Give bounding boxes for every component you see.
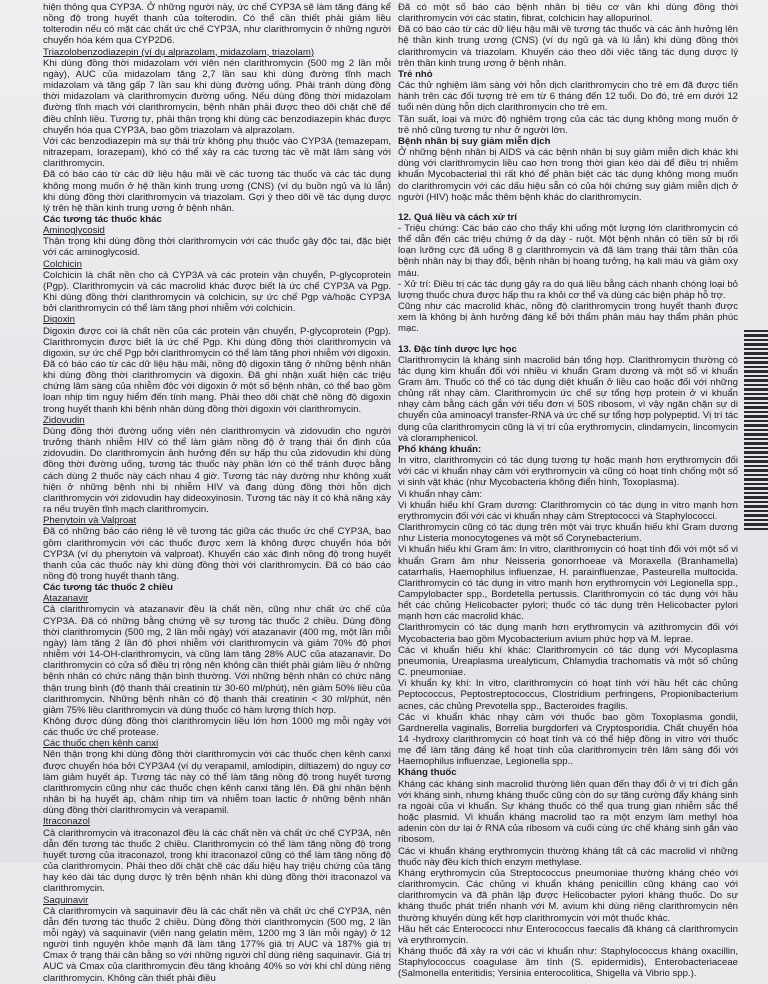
paragraph: Các tương tác thuốc khác <box>43 213 162 225</box>
paragraph: Cả clarithromycin và itraconazol đều là các chất nền và chất ức chế CYP3A, nên dẫn đến tương tác thuốc 2 chiều. Clarithromycin có thể làm tăng nồng độ trong huyết tương của itraconazol, trong khi itraconazol cũng có thể làm tăng nồng độ của clarithromycin. Phải theo dõi chặt chẽ các dấu hiệu hay triệu chứng của tăng hay kéo dài tác dụng dược lý trên bệnh nhân khi dùng đồng thời itraconazol và clarithromycin. <box>43 827 391 895</box>
paragraph: Itraconazol <box>43 816 90 828</box>
paragraph: Kháng thuốc đã xảy ra với các vi khuẩn như: Staphylococcus kháng oxacillin, Staphylococcus coagulase âm tính (S. epidermidis), Enterobacteriaceae (Salmonella enteritidis; Yersinia enterocolitica, Shigella và Vibrio spp.). <box>398 945 738 980</box>
paragraph: Phổ kháng khuẩn: <box>398 443 482 455</box>
paragraph: Clarithromycin cũng có tác dụng trên một vài trực khuẩn hiếu khí Gram dương như Listeria monocytogenes và một số Corynebacterium. <box>398 522 738 545</box>
paragraph: Hầu hết các Enterococci như Enterococcus faecalis đã kháng cả clarithromycin và erythromycin. <box>398 923 738 946</box>
paragraph: Dùng đồng thời đường uống viên nén clarithromycin và zidovudin cho người trưởng thành nhiễm HIV có thể làm giảm nồng độ ở trạng thái ổn định của zidovudin. Do clarithromycin ảnh hưởng đến sự hấp thu của zidovudin khi dùng đồng thời đường uống, tương tác thuốc này phần lớn có thể tránh được bằng cách dùng 2 thuốc này cách nhau 4 giờ. Tương tác này dường như không xuất hiện ở những bệnh nhi bị nhiễm HIV và đang dùng đồng thời hỗn dịch clarithromycin với zidovudin hay dideoxyinosin. Tương tác này ít có khả năng xảy ra nếu truyền tĩnh mạch clarithromycin. <box>43 425 391 516</box>
paragraph: Vi khuẩn kỵ khí: In vitro, clarithromycin có hoạt tính với hầu hết các chủng Peptococcus, Peptostreptococcus, Clostridium perfringens, Propionibacterium acnes, các chủng Prevotella spp., Bacteroides fragilis. <box>398 678 738 712</box>
paragraph: Colchicin là chất nền cho cả CYP3A và các protein vận chuyển, P-glycoprotein (Pgp). Clarithromycin và các macrolid khác được biết là ức chế CYP3A và Pgp. Khi dùng đồng thời clarithromycin và colchicin, sự ức chế Pgp và/hoặc CYP3A bởi clarithromycin có thể làm tăng phơi nhiễm với colchicin. <box>43 269 391 315</box>
paragraph: Các vi khuẩn kháng erythromycin thường kháng tất cả các macrolid vì những thuốc này đều kích thích enzym methylase. <box>398 845 738 868</box>
paragraph: Các vi khuẩn khác nhạy cảm với thuốc bao gồm Toxoplasma gondii, Gardnerella vaginalis, Borrelia burgdorferi và Cryptosporidia. Chất chuyển hóa 14 -hydroxy clarithromycin có hoạt tính và có thể hiệp đồng in vitro với thuốc mẹ để làm tăng đáng kể hoạt tính của clarithromycin trên lâm sàng đối với Haemophilus influenzae, Legionella spp.. <box>398 711 738 768</box>
paragraph <box>398 335 738 344</box>
paragraph: Đã có báo cáo từ các dữ liệu hậu mãi về các tương tác thuốc và các tác dụng không mong muốn ở hệ thần kinh trung ương (CNS) (ví dụ buồn ngủ và lú lẫn) khi dùng đồng thời clarithromycin và triazolam. Gợi ý theo dõi về tác dụng dược lý trên hệ thần kinh trung ương ở bệnh nhân. <box>43 169 391 214</box>
paragraph: Vi khuẩn hiếu khí Gram âm: In vitro, clarithromycin có hoạt tính đối với một số vi khuẩn Gram âm như Neisseria gonorrhoeae và Moraxella (Branhamella) catarrhalis, Haemophilus influenzae, H. parainfluenzae, Pasteurella multocida. Clarithromycin có tác dụng in vitro mạnh hơn erythromycin với Legionella spp., Campylobacter spp., Bordetella pertussis. Clarithromycin có tác dụng với hầu hết các chủng Helicobacter pylori; thuốc có tác dụng trên Helicobacter pylori mạnh hơn các macrolid khác. <box>398 544 738 623</box>
paragraph: - Xử trí: Điều trị các tác dụng gây ra do quá liều bằng cách nhanh chóng loại bỏ lượng thuốc chưa được hấp thu ra khỏi cơ thể và dùng các biện pháp hỗ trợ. <box>398 278 738 301</box>
paragraph: Đã có một số báo cáo bệnh nhân bị tiêu cơ vân khi dùng đồng thời clarithromycin với các statin, fibrat, colchicin hay allopurinol. <box>398 2 738 25</box>
paragraph: Ở những bệnh nhân bị AIDS và các bệnh nhân bị suy giảm miễn dịch khác khi dùng với clarithromycin liều cao hơn trong thời gian kéo dài để điều trị nhiễm khuẩn Mycobacterial thì rất khó để phân biệt các tác dụng không mong muốn do clarithromycin với các dấu hiệu sẵn có của hội chứng suy giảm miễn dịch ở người (HIV) hoặc mắc thêm bệnh khác do clarithromycin. <box>398 147 738 203</box>
paragraph: In vitro, clarithromycin có tác dụng tương tự hoặc mạnh hơn erythromycin đối với các vi khuẩn nhạy cảm với erythromycin và cũng có hoạt tính chống một số vi sinh vật khác (như Mycobacteria không điển hình, Toxoplasma). <box>398 455 738 489</box>
paragraph: Các thử nghiệm lâm sàng với hỗn dịch clarithromycin cho trẻ em đã được tiến hành trên các đối tượng trẻ em từ 6 tháng đến 12 tuổi. Do đó, trẻ em dưới 12 tuổi nên dùng hỗn dịch clarithromycin cho trẻ em. <box>398 80 738 114</box>
paragraph: Saquinavir <box>43 894 89 906</box>
paragraph: Aminoglycosid <box>43 225 105 237</box>
paragraph: Kháng các kháng sinh macrolid thường liên quan đến thay đổi ở vị trí đích gắn với kháng sinh, nhưng kháng thuốc cũng còn do sự tăng cường đẩy kháng sinh ra ngoài của vi khuẩn. Sự kháng thuốc có thể qua trung gian nhiễm sắc thể hoặc plasmid. Vi khuẩn kháng macrolid tạo ra một enzym làm methyl hóa adenin còn dư lại ở RNA của ribosom và cuối cùng ức chế kháng sinh gắn vào ribosom. <box>398 778 738 846</box>
paragraph: Cũng như các macrolid khác, nồng độ clarithromycin trong huyết thanh được xem là không bị ảnh hưởng đáng kể bởi thẩm phân máu hay thẩm phân phúc mạc. <box>398 301 738 335</box>
paragraph: Thận trọng khi dùng đồng thời clarithromycin với các thuốc gây độc tai, đặc biệt với các aminoglycosid. <box>43 236 391 259</box>
paragraph: 13. Đặc tính dược lực học <box>398 343 517 355</box>
paragraph: Đã có những báo cáo riêng lẻ về tương tác giữa các thuốc ức chế CYP3A, bao gồm clarithromycin với các thuốc được xem là không được chuyển hóa bởi CYP3A (ví dụ phenytoin và valproat). Khuyến cáo xác định nồng độ trong huyết thanh của các thuốc này khi dùng đồng thời với clarithromycin. Đã có báo cáo nồng độ trong huyết thanh tăng. <box>43 526 391 582</box>
paragraph: Zidovudin <box>43 414 85 426</box>
paragraph: Cả clarithromycin và atazanavir đều là chất nền, cũng như chất ức chế của CYP3A. Đã có những bằng chứng về sự tương tác thuốc 2 chiều. Dùng đồng thời clarithromycin (500 mg, 2 lần mỗi ngày) với atazanavir (400 mg, một lần mỗi ngày) làm tăng 2 lần độ phơi nhiễm với clarithromycin và giảm 70% độ phơi nhiễm với 14-OH-clarithromycin, và cũng làm tăng 28% AUC của atazanavir. Do clarithromycin có cửa sổ điều trị rộng nên không cần thiết phải giảm liều ở những bệnh nhân có chức năng thận bình thường. Với những bệnh nhân có chức năng thận trung bình (độ thanh thải creatinin từ 30-60 ml/phút), nên giảm 50% liều của clarithromycin. Những bệnh nhân có độ thanh thải creatinin < 30 ml/phút, nên giảm 75% liều clarithromycin và dùng thuốc có hàm lượng thích hợp. <box>43 604 391 716</box>
paragraph: Vi khuẩn hiếu khí Gram dương: Clarithromycin có tác dụng in vitro mạnh hơn erythromycin đối với các vi khuẩn nhạy cảm Streptococci và Staphylococci. <box>398 499 738 522</box>
paragraph: hiện thông qua CYP3A. Ở những người này, ức chế CYP3A sẽ làm tăng đáng kể nồng độ trong huyết thanh của tolterodin. Có thể cần thiết phải giảm liều tolterodin nếu có mặt các chất ức chế CYP3A, như clarithromycin ở những người chuyển hóa kém qua CYP2D6. <box>43 2 391 47</box>
paragraph: Trẻ nhỏ <box>398 68 433 80</box>
barcode-strip <box>744 330 768 530</box>
paragraph <box>398 203 738 212</box>
paragraph: Các vi khuẩn hiếu khí khác: Clarithromycin có tác dụng với Mycoplasma pneumonia, Ureaplasma urealyticum, Chlamydia trachomatis và một số chủng C. pneumoniae. <box>398 644 738 679</box>
paragraph: 12. Quá liều và cách xử trí <box>398 211 517 223</box>
paragraph: Atazanavir <box>43 593 89 605</box>
paragraph: - Triệu chứng: Các báo cáo cho thấy khi uống một lượng lớn clarithromycin có thể dẫn đến các triệu chứng ở dạ dày - ruột. Một bệnh nhân có tiền sử bị rối loạn lưỡng cực đã uống 8 g clarithromycin và đã làm trạng thái tâm thần của bệnh nhân này bị thay đổi, bệnh nhân bị hoang tưởng, hạ kali máu và giảm oxy máu. <box>398 222 738 279</box>
paragraph: Các thuốc chẹn kênh canxi <box>43 738 159 750</box>
paragraph: Clarithromycin có tác dụng mạnh hơn erythromycin và azithromycin đối với Mycobacteria bao gồm Mycobacterium avium phức hợp và M. leprae. <box>398 622 738 645</box>
paragraph: Cả clarithromycin và saquinavir đều là các chất nền và chất ức chế CYP3A, nên dẫn đến tương tác thuốc 2 chiều. Dùng đồng thời clarithromycin (500 mg, 2 lần mỗi ngày) và saquinavir (viên nang gelatin mềm, 1200 mg 3 lần mỗi ngày) ở 12 người tình nguyện khỏe mạnh đã làm tăng 177% giá trị AUC và 187% giá trị Cmax ở trạng thái cân bằng so với những người chỉ dùng riêng saquinavir. Giá trị AUC và Cmax của clarithromycin đều tăng khoảng 40% so với khi chỉ dùng riêng clarithromycin. Không cần thiết phải điều <box>43 905 391 984</box>
page-fold <box>393 0 395 863</box>
paragraph: Tần suất, loại và mức độ nghiêm trọng của các tác dụng không mong muốn ở trẻ nhỏ cũng tương tự như ở người lớn. <box>398 113 738 136</box>
paragraph: Bệnh nhân bị suy giảm miễn dịch <box>398 135 551 147</box>
paragraph: Các tương tác thuốc 2 chiều <box>43 582 173 594</box>
paragraph: Kháng erythromycin của Streptococcus pneumoniae thường kháng chéo với clarithromycin. Các chủng vi khuẩn kháng penicillin cũng kháng cao với clarithromycin và đã phân lập được Helicobacter pylori kháng thuốc. Do sự kháng thuốc phát triển nhanh với M. avium khi dùng riêng clarithromycin nên thường khuyến dùng kết hợp clarithromycin với một thuốc khác. <box>398 867 738 924</box>
paragraph: Vi khuẩn nhạy cảm: <box>398 488 483 500</box>
paragraph: Colchicin <box>43 258 82 270</box>
paragraph: Nên thận trọng khi dùng đồng thời clarithromycin với các thuốc chẹn kênh canxi được chuyển hóa bởi CYP3A4 (ví dụ verapamil, amlodipin, diltiazem) do nguy cơ làm giảm huyết áp. Tương tác này có thể làm tăng nồng độ trong huyết tương clarithromycin cũng như các thuốc chẹn kênh canxi tăng lên. Đã ghi nhận bệnh nhân bị hạ huyết áp, chậm nhịp tim và nhiễm toan lactic ở những bệnh nhân dùng đồng thời clarithromycin và verapamil. <box>43 749 391 817</box>
paragraph: Kháng thuốc <box>398 767 457 779</box>
paragraph: Phenytoin và Valproat <box>43 515 137 527</box>
left-text-column <box>43 2 391 984</box>
paragraph: Triazolobenzodiazepin (ví dụ alprazolam, midazolam, triazolam) <box>43 46 315 58</box>
paragraph: Digoxin được coi là chất nền của các protein vận chuyển, P-glycoprotein (Pgp). Clarithromycin được biết là ức chế Pgp. Khi dùng đồng thời clarithromycin và digoxin, sự ức chế Pgp bởi clarithromycin có thể làm tăng phơi nhiễm với digoxin. Đã có báo cáo từ các dữ liệu hậu mãi, nồng độ digoxin tăng ở những bệnh nhân khi dùng đồng thời clarithromycin và digoxin. Đã ghi nhận xuất hiện các triệu chứng lâm sàng của nhiễm độc với digoxin ở một số bệnh nhân, có thể bao gồm loạn nhịp tim nguy hiểm đến tính mạng. Phải theo dõi chặt chẽ nồng độ digoxin trong huyết thanh khi bệnh nhân dùng đồng thời digoxin với clarithromycin. <box>43 325 391 415</box>
paragraph: Digoxin <box>43 314 75 326</box>
paragraph: Clarithromycin là kháng sinh macrolid bán tổng hợp. Clarithromycin thường có tác dụng kìm khuẩn đối với nhiều vi khuẩn Gram dương và một số vi khuẩn Gram âm. Thuốc có thể có tác dụng diệt khuẩn ở liều cao hoặc đối với những chủng rất nhạy cảm. Clarithromycin ức chế sự tổng hợp protein ở vi khuẩn nhạy cảm bằng cách gắn với tiểu đơn vị 50S ribosom, vì vậy ngăn chặn sự di chuyển của aminoacyl transfer-RNA và ức chế sự tổng hợp polypeptid. Vị trí tác dụng của clarithromycin cũng là vị trí của erythromycin, clindamycin, lincomycin và cloramphenicol. <box>398 354 738 444</box>
right-text-column <box>398 2 738 980</box>
paragraph: Không được dùng đồng thời clarithromycin liều lớn hơn 1000 mg mỗi ngày với các thuốc ức chế protease. <box>43 716 391 739</box>
paragraph: Với các benzodiazepin mà sự thải trừ không phụ thuộc vào CYP3A (temazepam, nitrazepam, lorazepam), khó có thể xảy ra các tương tác về mặt lâm sàng với clarithromycin. <box>43 135 391 170</box>
paragraph: Đã có báo cáo từ các dữ liệu hậu mãi về tương tác thuốc và các ảnh hưởng lên hệ thần kinh trung ương (CNS) (ví dụ ngủ gà và lú lẫn) khi dùng đồng thời clarithromycin và triazolam. Khuyến cáo theo dõi việc tăng tác dụng dược lý trên thần kinh trung ương ở bệnh nhân. <box>398 24 738 69</box>
paragraph: Khi dùng đồng thời midazolam với viên nén clarithromycin (500 mg 2 lần mỗi ngày), AUC của midazolam tăng 2,7 lần sau khi dùng đường tĩnh mạch midazolam và tăng gấp 7 lần sau khi dùng đường uống. Phải tránh dùng đồng thời midazolam và clarithromycin đường uống. Nếu dùng đồng thời midazolam đường tĩnh mạch với clarithromycin, bệnh nhân phải được theo dõi chặt chẽ để điều chỉnh liều. Tương tự, phải thận trọng khi dùng các benzodiazepin khác được chuyển hóa qua CYP3A, bao gồm triazolam và alprazolam. <box>43 57 391 136</box>
